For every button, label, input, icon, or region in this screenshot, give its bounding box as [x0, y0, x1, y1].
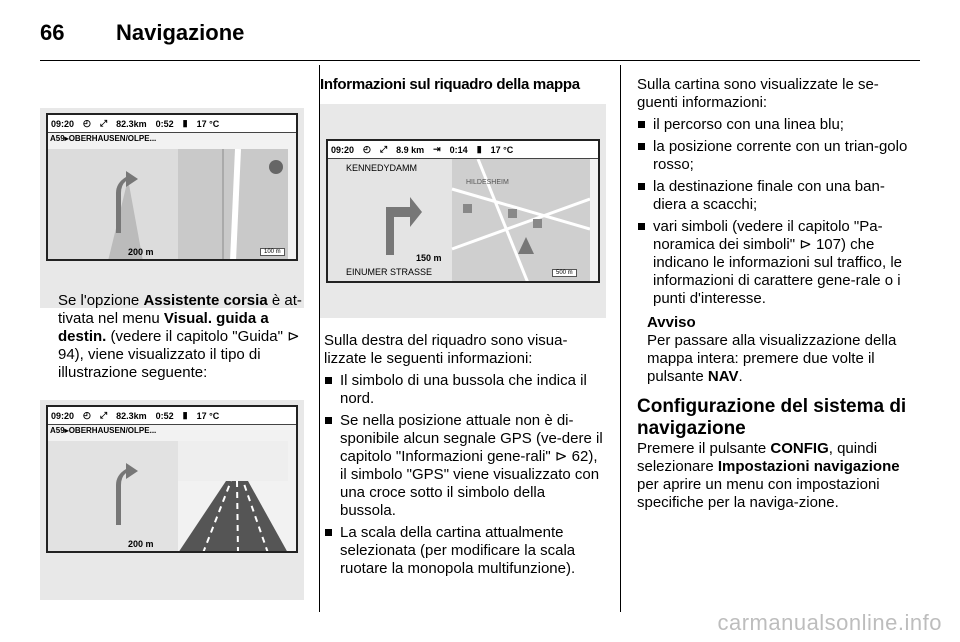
map-panel-description: Sulla destra del riquadro sono visua-lizzate le seguenti informazioni: Il simbolo di una bussola che indica il nord. Se nella posizione attuale non è di-sponibile alcun segnale GPS (ve-dere il capitolo "Informazioni gene-rali" ⊳ 62), il simbolo "GPS" viene visualizzato con una croce sotto il simbolo della bussola. La scala della cartina attualmente selezionata (per modificare la scala ruotare la monopola multifunzione).: [324, 332, 603, 577]
thermometer-icon: ▮: [182, 410, 188, 420]
clock-icon: ◴: [83, 410, 91, 420]
turn-distance: 150 m: [416, 253, 442, 263]
thermometer-icon: ▮: [182, 118, 188, 128]
list-item: la destinazione finale con una ban-diera a scacchi;: [637, 178, 917, 214]
list-item: il percorso con una linea blu;: [637, 116, 917, 134]
status-bar: [48, 115, 296, 133]
list-item: la posizione corrente con un trian-golo rosso;: [637, 138, 917, 174]
eta-value: 0:14: [449, 144, 468, 155]
note-heading: Avviso: [647, 314, 696, 331]
distance-value: 82.3km: [116, 410, 147, 421]
route-label: A59▸OBERHAUSEN/OLPE...: [50, 134, 157, 143]
list-item: Se nella posizione attuale non è di-sponibile alcun segnale GPS (ve-dere il capitolo "Informazioni gene-rali" ⊳ 62), il simbolo "GPS" viene visualizzato con una croce sotto il simbolo della bussola.: [324, 412, 604, 520]
turn-distance: 200 m: [128, 247, 154, 257]
note-text: Per passare alla visualizzazione della mappa intera: premere due volte il pulsante NAV.: [647, 332, 897, 385]
nav-screen-image-lane-assist-road: [40, 400, 304, 600]
bullet-list: [324, 372, 604, 578]
section-heading: Informazioni sul riquadro della mappa: [320, 76, 580, 93]
route-distance-icon: ⤢: [99, 410, 108, 420]
config-paragraph: Premere il pulsante CONFIG, quindi selezionare Impostazioni navigazione per aprire un menu con impostazioni specifiche per la naviga-zione.: [637, 440, 900, 511]
route-label: A59▸OBERHAUSEN/OLPE...: [50, 426, 157, 435]
nav-display: [326, 139, 600, 283]
clock-icon: ◴: [83, 118, 91, 128]
street-name-top: KENNEDYDAMM: [346, 163, 418, 173]
city-label: HILDESHEIM: [466, 179, 509, 186]
temperature-value: 17 °C: [490, 144, 514, 155]
header-rule: [40, 60, 920, 61]
nav-screen-image-map-panel: [320, 104, 606, 318]
nav-display: [46, 113, 298, 261]
section-heading: Configurazione del sistema di navigazione: [637, 396, 907, 439]
route-distance-icon: ⤢: [99, 118, 108, 128]
clock: 09:20: [51, 118, 75, 129]
turn-arrow-icon: [376, 185, 422, 255]
clock: 09:20: [331, 144, 355, 155]
turn-arrow-icon: [108, 163, 138, 233]
eta-value: 0:52: [155, 410, 174, 421]
page-title: Navigazione: [116, 20, 245, 45]
nav-display: [46, 405, 298, 553]
eta-value: 0:52: [155, 118, 174, 129]
lane-assist-paragraph: Se l'opzione Assistente corsia è at-tivata nel menu Visual. guida a destin. (vedere il capitolo "Guida" ⊳ 94), viene visualizzato il tipo di illustrazione seguente:: [58, 292, 302, 381]
clock-icon: ◴: [363, 144, 371, 154]
temperature-value: 17 °C: [196, 410, 220, 421]
route-distance-icon: ⤢: [379, 144, 388, 154]
temperature-value: 17 °C: [196, 118, 220, 129]
note-box: [637, 314, 917, 386]
status-bar: [48, 407, 296, 425]
map-background: [48, 149, 288, 261]
status-bar: [328, 141, 598, 159]
watermark: carmanualsonline.info: [717, 610, 942, 635]
map-scale: 500 m: [552, 269, 577, 277]
bullet-list: [637, 116, 917, 308]
list-item: vari simboli (vedere il capitolo "Pa-noramica dei simboli" ⊳ 107) che indicano le informazioni sul traffico, le informazioni di carattere gene-rale o i punti d'interesse.: [637, 218, 917, 308]
page-header: [40, 20, 244, 50]
distance-value: 8.9 km: [396, 144, 425, 155]
turn-arrow-icon: [108, 455, 138, 525]
turn-distance: 200 m: [128, 539, 154, 549]
list-item: Il simbolo di una bussola che indica il nord.: [324, 372, 604, 408]
page-number: 66: [40, 20, 65, 45]
nav-screen-image-lane-assist-map: [40, 108, 304, 308]
map-info-description: Sulla cartina sono visualizzate le se-guenti informazioni: il percorso con una linea blu; la posizione corrente con un trian-golo rosso; la destinazione finale con una ban-diera a scacchi; vari simboli (vedere il capitolo "Pa-noramica dei simboli" ⊳ 107) che indicano le informazioni sul traffico, le informazioni di carattere gene-rale o i punti d'interesse. Avviso Per passare alla visualizzazione della mappa intera: premere due volte il pulsante NAV. Configurazione del sistema di navigazione Premere il pulsante CONFIG, quindi selezionare Impostazioni navigazione per aprire un menu con impostazioni specifiche per la naviga-zione.: [637, 76, 917, 512]
thermometer-icon: ▮: [476, 144, 482, 154]
street-name-bottom: EINUMER STRASSE: [346, 267, 433, 277]
city-map-graphic: [328, 159, 590, 283]
arrow-right-icon: ⇥: [433, 144, 441, 154]
column-divider: [620, 65, 621, 612]
list-item: La scala della cartina attualmente selezionata (per modificare la scala ruotare la monopola multifunzione).: [324, 524, 604, 578]
map-scale: 100 m: [260, 248, 285, 256]
distance-value: 82.3km: [116, 118, 147, 129]
clock: 09:20: [51, 410, 75, 421]
page-ref-icon: ⊳: [287, 328, 300, 345]
lane-road-graphic: [48, 441, 288, 553]
